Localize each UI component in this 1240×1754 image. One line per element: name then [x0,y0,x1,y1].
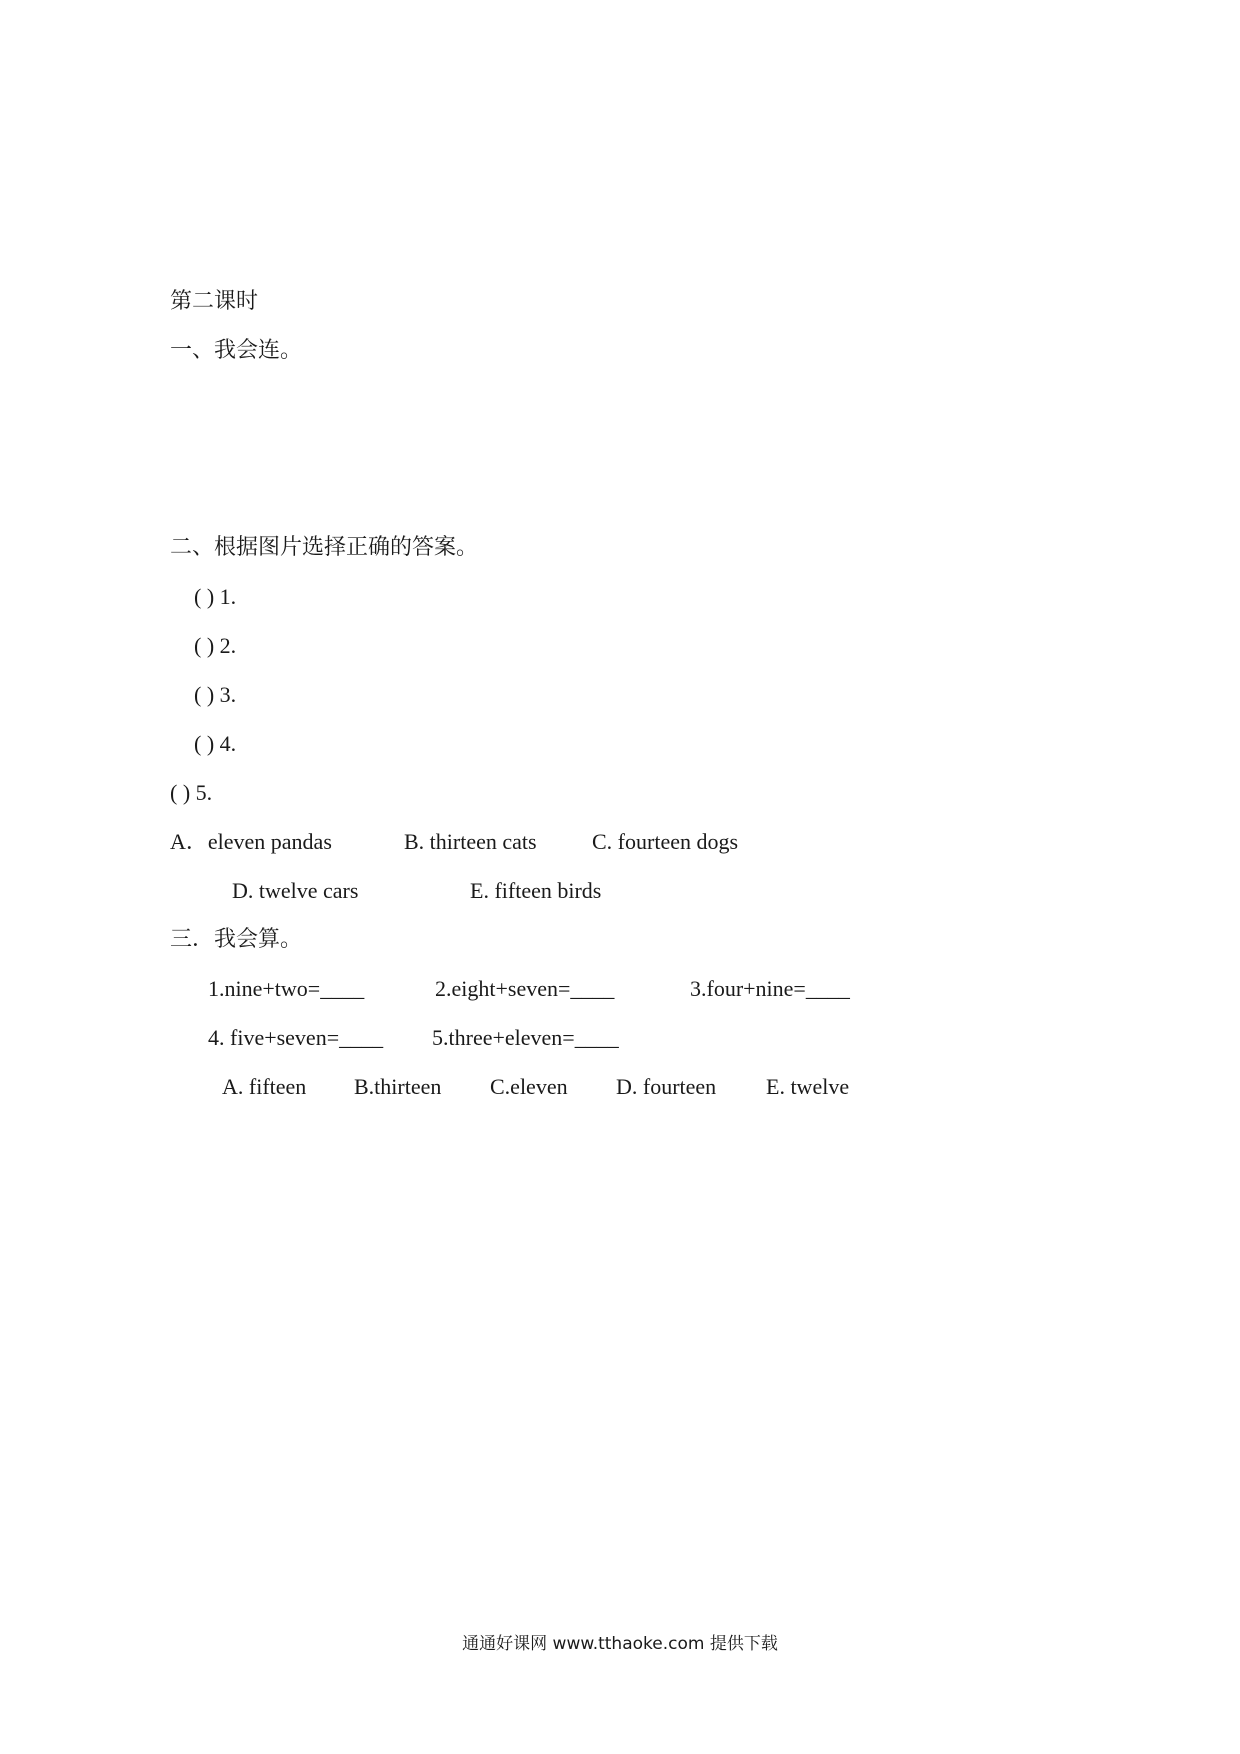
answer-blank-4[interactable]: ( ) 4. [194,731,237,756]
answer-blank-2[interactable]: ( ) 2. [194,633,237,658]
section3-heading: 三．我会算。 [170,927,303,952]
math-problem-1[interactable]: 1.nine+two=____ [208,976,365,1001]
answer-choice-b: B.thirteen [354,1074,442,1099]
section1-heading: 一、我会连。 [170,338,303,363]
math-problem-4[interactable]: 4. five+seven=____ [208,1025,384,1050]
lesson-title: 第二课时 [170,289,259,314]
option-b: B. thirteen cats [404,829,537,854]
math-problem-3[interactable]: 3.four+nine=____ [690,976,850,1001]
option-a: A．eleven pandas [170,829,332,854]
section2-heading: 二、根据图片选择正确的答案。 [170,535,479,560]
answer-choice-a: A. fifteen [222,1074,307,1099]
answer-blank-5[interactable]: ( ) 5. [170,780,213,805]
option-e: E. fifteen birds [470,878,602,903]
footer-credit: 通通好课网 www.tthaoke.com 提供下载 [462,1634,778,1654]
option-d: D. twelve cars [232,878,359,903]
option-c: C. fourteen dogs [592,829,739,854]
math-problem-5[interactable]: 5.three+eleven=____ [432,1025,619,1050]
answer-blank-3[interactable]: ( ) 3. [194,682,237,707]
answer-choice-d: D. fourteen [616,1074,717,1099]
answer-choice-e: E. twelve [766,1074,850,1099]
answer-choice-c: C.eleven [490,1074,568,1099]
answer-blank-1[interactable]: ( ) 1. [194,584,237,609]
math-problem-2[interactable]: 2.eight+seven=____ [435,976,615,1001]
